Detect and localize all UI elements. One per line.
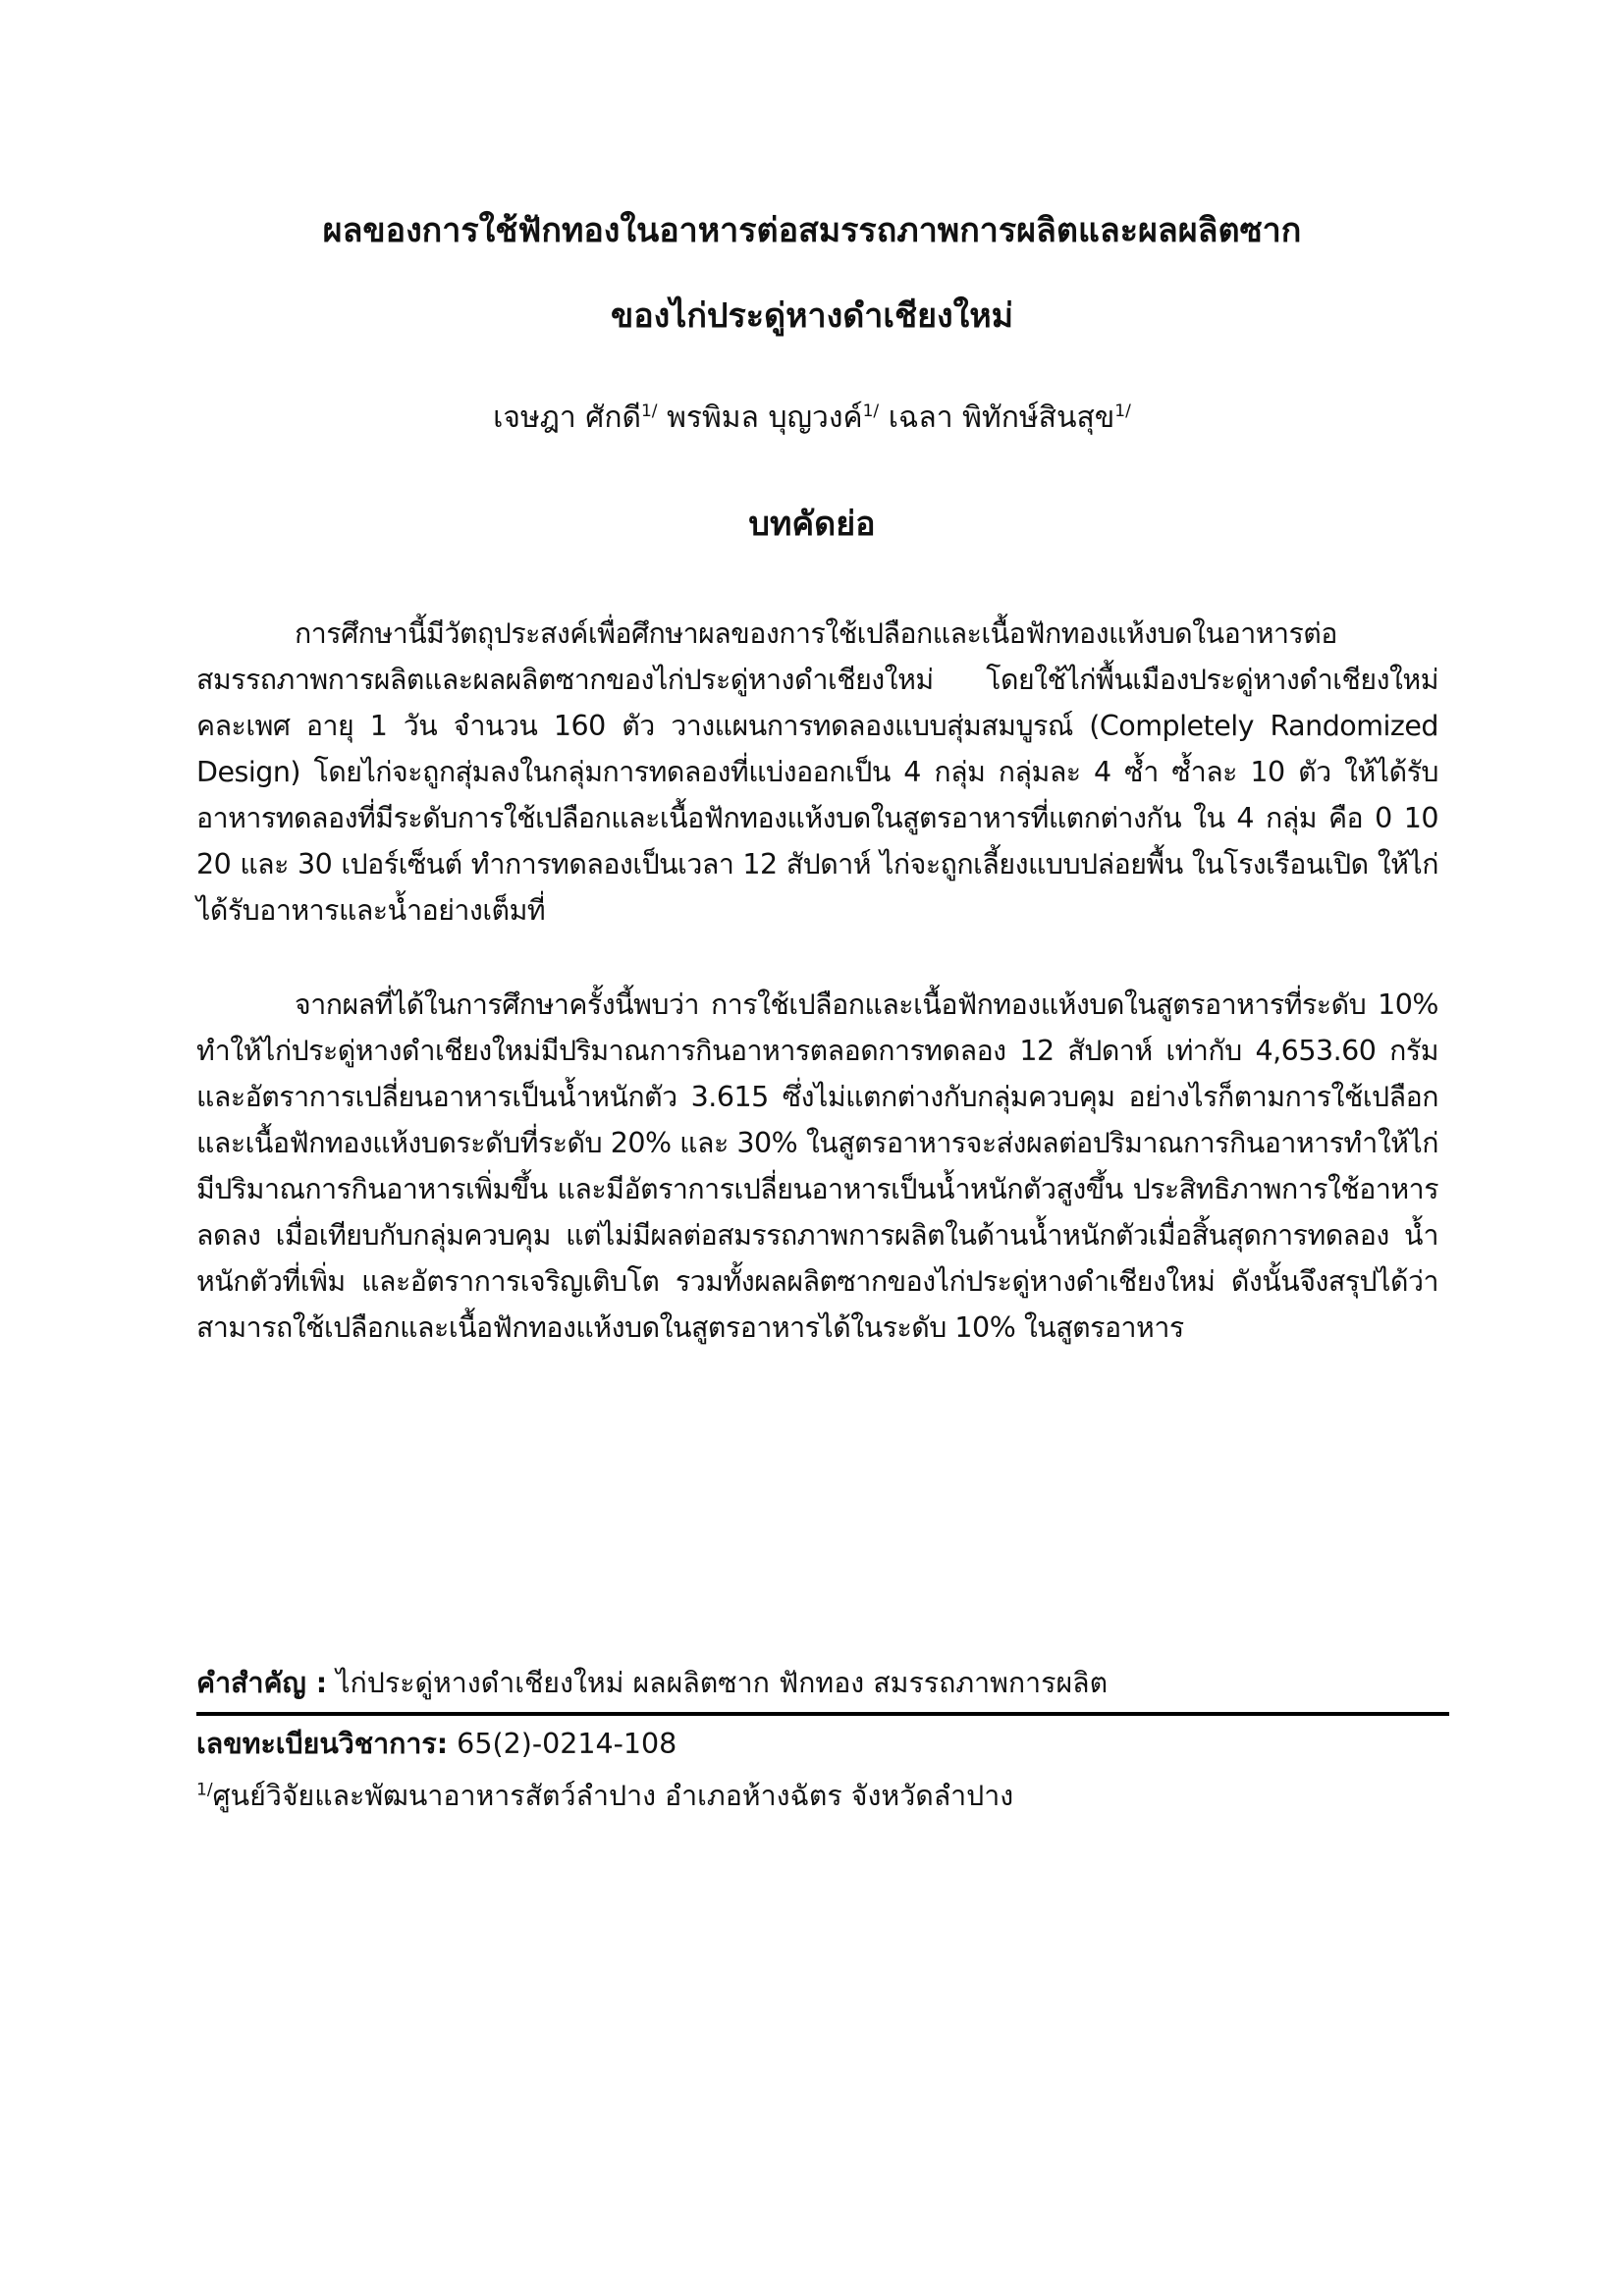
author-name: เจษฎา ศักดี [493, 400, 641, 435]
author-name: พรพิมล บุญวงค์ [667, 400, 863, 435]
registration-line [196, 1725, 677, 1764]
registration-value: 65(2)-0214-108 [448, 1728, 677, 1760]
registration-label: เลขทะเบียนวิชาการ: [196, 1728, 449, 1760]
footnote-mark: 1/ [196, 1780, 213, 1800]
author-name: เฉลา พิทักษ์สินสุข [888, 400, 1115, 435]
affiliation-mark: 1/ [1114, 401, 1131, 421]
paper-title-line-1: ผลของการใช้ฟักทองในอาหารต่อสมรรถภาพการผลิตและผลผลิตซาก [322, 211, 1302, 250]
footer-divider [196, 1712, 1449, 1716]
paper-title-line-2: ของไก่ประดู่หางดำเชียงใหม่ [610, 296, 1014, 336]
keywords-label: คำสำคัญ : [196, 1667, 328, 1699]
keywords-text: ไก่ประดู่หางดำเชียงใหม่ ผลผลิตซาก ฟักทอง สมรรถภาพการผลิต [327, 1667, 1109, 1699]
abstract-paragraph-1: การศึกษานี้มีวัตถุประสงค์เพื่อศึกษาผลของการใช้เปลือกและเนื้อฟักทองแห้งบดในอาหารต่อสมรรถภาพการผลิตและผลผลิตซากของไก่ประดู่หางดำเชียงใหม่ โดยใช้ไก่พื้นเมืองประดู่หางดำเชียงใหม่ คละเพศ อายุ 1 วัน จำนวน 160 ตัว วางแผนการทดลองแบบสุ่มสมบูรณ์ (Completely Randomized Design) โดยไก่จะถูกสุ่มลงในกลุ่มการทดลองที่แบ่งออกเป็น 4 กลุ่ม กลุ่มละ 4 ซ้ำ ซ้ำละ 10 ตัว ให้ได้รับอาหารทดลองที่มีระดับการใช้เปลือกและเนื้อฟักทองแห้งบดในสูตรอาหารที่แตกต่างกัน ใน 4 กลุ่ม คือ 0 10 20 และ 30 เปอร์เซ็นต์ ทำการทดลองเป็นเวลา 12 สัปดาห์ ไก่จะถูกเลี้ยงแบบปล่อยพื้น ในโรงเรือนเปิด ให้ไก่ได้รับอาหารและน้ำอย่างเต็มที่ [196, 617, 1438, 927]
abstract-paragraph-2: จากผลที่ได้ในการศึกษาครั้งนี้พบว่า การใช้เปลือกและเนื้อฟักทองแห้งบดในสูตรอาหารที่ระดับ 10% ทำให้ไก่ประดู่หางดำเชียงใหม่มีปริมาณการกินอาหารตลอดการทดลอง 12 สัปดาห์ เท่ากับ 4,653.60 กรัม และอัตราการเปลี่ยนอาหารเป็นน้ำหนักตัว 3.615 ซึ่งไม่แตกต่างกับกลุ่มควบคุม อย่างไรก็ตามการใช้เปลือกและเนื้อฟักทองแห้งบดระดับที่ระดับ 20% และ 30% ในสูตรอาหารจะส่งผลต่อปริมาณการกินอาหารทำให้ไก่มีปริมาณการกินอาหารเพิ่มขึ้น และมีอัตราการเปลี่ยนอาหารเป็นน้ำหนักตัวสูงขึ้น ประสิทธิภาพการใช้อาหารลดลง เมื่อเทียบกับกลุ่มควบคุม แต่ไม่มีผลต่อสมรรถภาพการผลิตในด้านน้ำหนักตัวเมื่อสิ้นสุดการทดลอง น้ำหนักตัวที่เพิ่ม และอัตราการเจริญเติบโต รวมทั้งผลผลิตซากของไก่ประดู่หางดำเชียงใหม่ ดังนั้นจึงสรุปได้ว่าสามารถใช้เปลือกและเนื้อฟักทองแห้งบดในสูตรอาหารได้ในระดับ 10% ในสูตรอาหาร [196, 988, 1438, 1344]
keywords-line [196, 1664, 1438, 1703]
affiliation-mark: 1/ [640, 401, 658, 421]
footnote-text: ศูนย์วิจัยและพัฒนาอาหารสัตว์ลำปาง อำเภอห้างฉัตร จังหวัดลำปาง [212, 1780, 1014, 1812]
abstract-heading: บทคัดย่อ [748, 505, 876, 544]
affiliation-footnote [196, 1777, 1013, 1816]
affiliation-mark: 1/ [862, 401, 880, 421]
author-list [0, 399, 1624, 438]
